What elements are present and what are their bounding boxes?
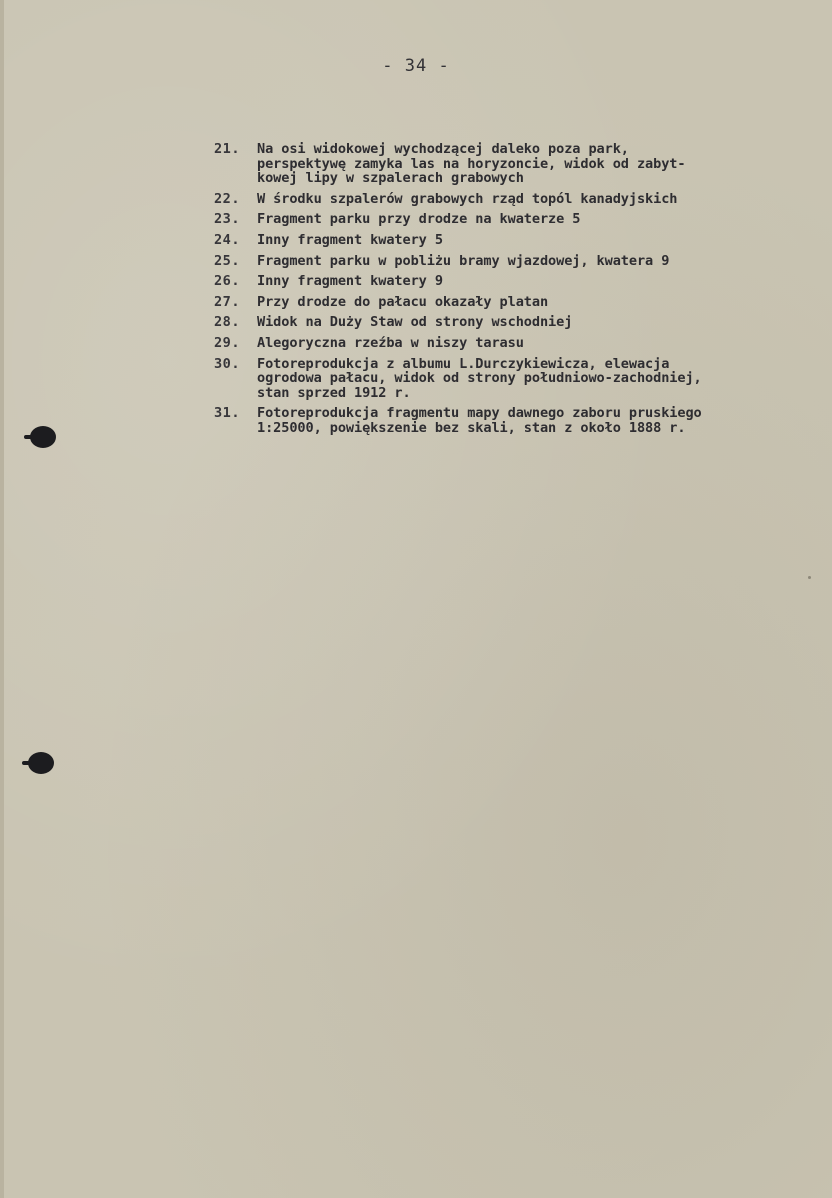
item-number: 27.	[214, 293, 241, 310]
list-item	[214, 142, 826, 186]
item-number: 30.	[214, 355, 241, 372]
item-number: 31.	[214, 405, 241, 422]
item-number: 25.	[214, 252, 241, 269]
item-number: 23.	[214, 211, 241, 228]
list-item	[214, 295, 826, 310]
paper-speck	[808, 576, 811, 579]
punch-hole	[30, 426, 56, 448]
list-item	[214, 233, 826, 248]
list-item	[214, 406, 826, 435]
item-text: Fragment parku w pobliżu bramy wjazdowej, kwatera 9	[257, 252, 670, 269]
item-text: Fragment parku przy drodze na kwaterze 5	[257, 211, 581, 228]
list-item	[214, 192, 826, 207]
item-number: 21.	[214, 141, 241, 157]
item-text: Przy drodze do pałacu okazały platan	[257, 293, 549, 310]
punch-hole	[28, 752, 54, 774]
list-item	[214, 212, 826, 227]
item-number: 22.	[214, 190, 241, 207]
item-text: Inny fragment kwatery 9	[257, 273, 443, 290]
item-number: 28.	[214, 314, 241, 331]
item-number: 24.	[214, 231, 241, 248]
item-text: Na osi widokowej wychodzącej daleko poza park, perspektywę zamyka las na horyzoncie, widok od zabyt- kowej lipy w szpalerach grabowych	[257, 141, 686, 187]
item-number: 29.	[214, 334, 241, 351]
caption-list	[214, 142, 826, 442]
item-text: Widok na Duży Staw od strony wschodniej	[257, 314, 573, 331]
item-text: W środku szpalerów grabowych rząd topól kanadyjskich	[257, 190, 678, 207]
page-number: - 34 -	[382, 56, 450, 76]
item-text: Inny fragment kwatery 5	[257, 231, 443, 248]
item-text: Alegoryczna rzeźba w niszy tarasu	[257, 334, 524, 351]
item-text: Fotoreprodukcja z albumu L.Durczykiewicza, elewacja ogrodowa pałacu, widok od strony południowo-zachodniej, stan sprzed 1912 r.	[257, 355, 702, 401]
list-item	[214, 315, 826, 330]
list-item	[214, 357, 826, 401]
item-text: Fotoreprodukcja fragmentu mapy dawnego zaboru pruskiego 1:25000, powiększenie bez skali, stan z około 1888 r.	[257, 405, 702, 436]
page-edge-shadow	[0, 0, 4, 1198]
item-number: 26.	[214, 273, 241, 290]
list-item	[214, 336, 826, 351]
list-item	[214, 274, 826, 289]
list-item	[214, 254, 826, 269]
